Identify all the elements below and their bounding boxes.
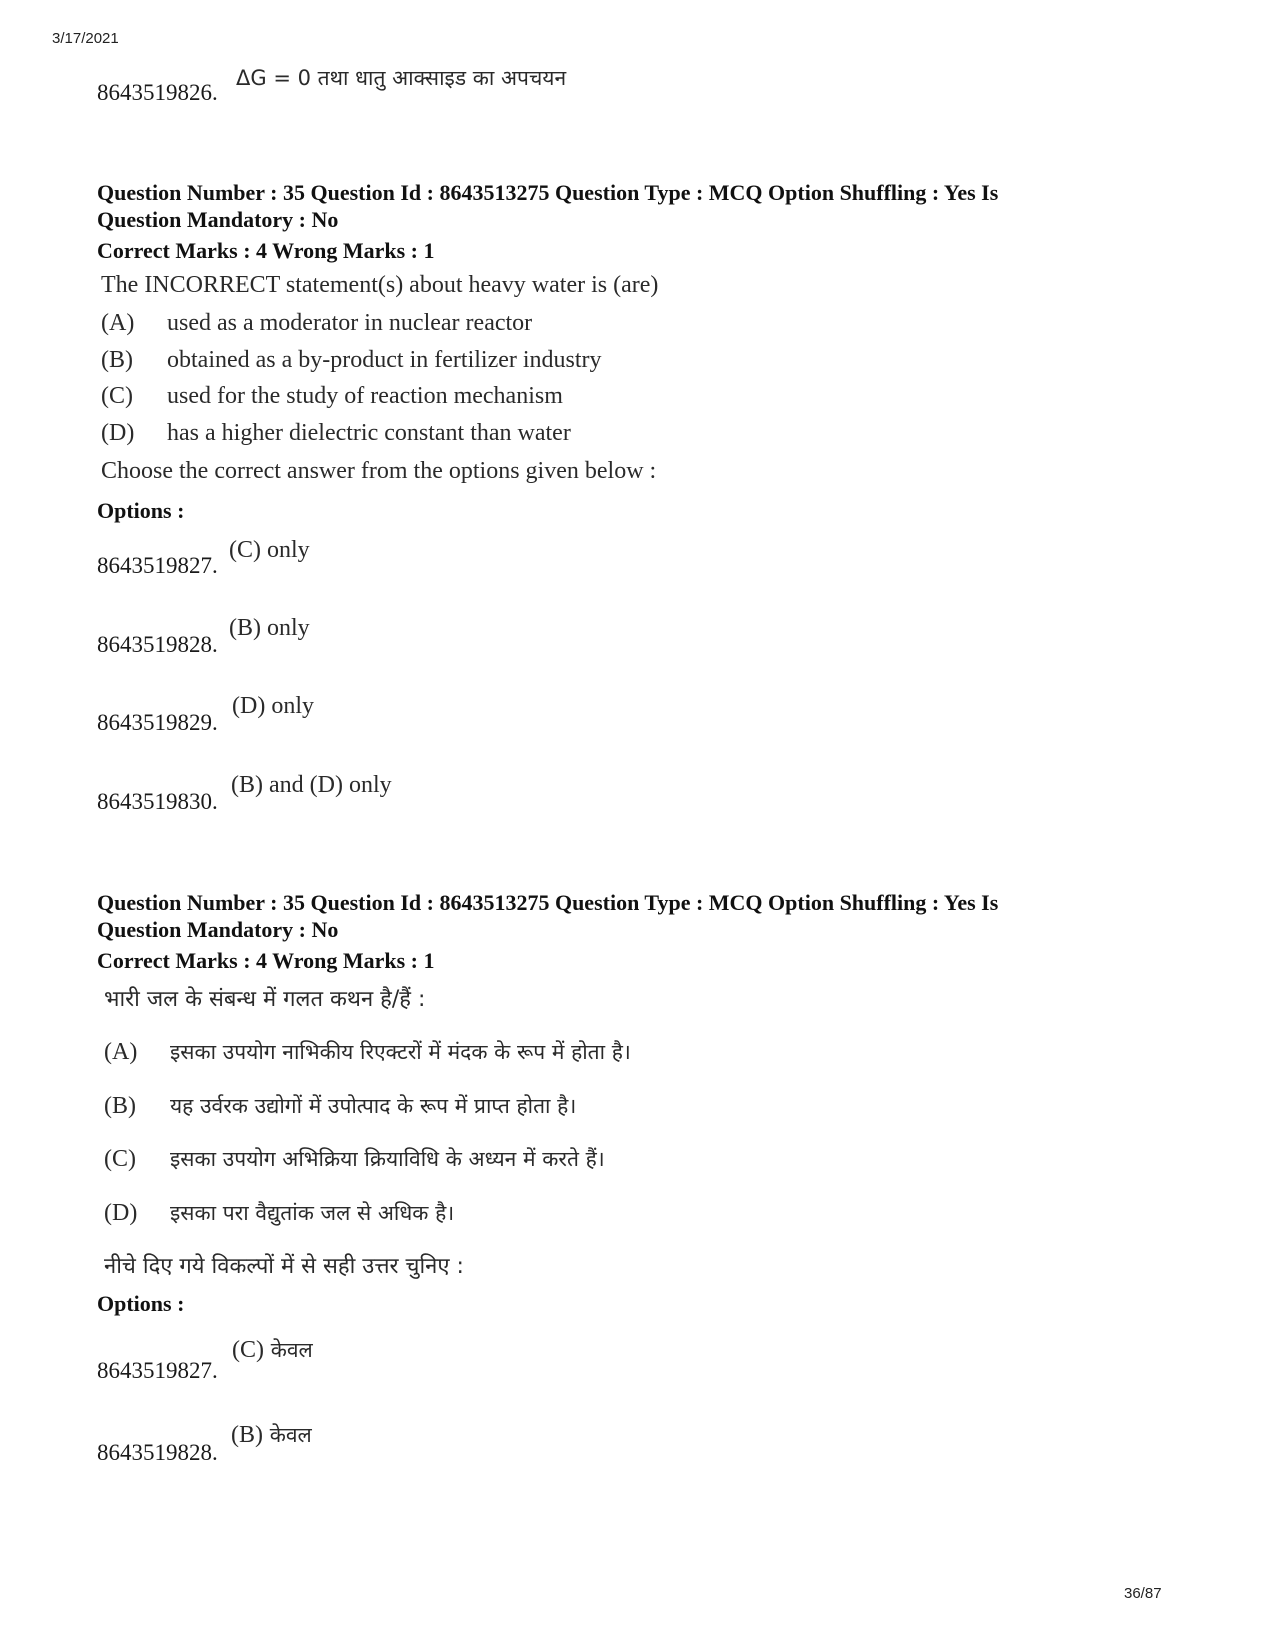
option-text: (D) only — [232, 693, 314, 719]
option-label: (B) — [231, 1422, 263, 1448]
question-stem: The INCORRECT statement(s) about heavy water is (are) — [101, 272, 659, 298]
option-id: 8643519828. — [97, 1440, 218, 1465]
statement-text: obtained as a by-product in fertilizer industry — [167, 347, 602, 373]
statement-text: इसका उपयोग अभिक्रिया क्रियाविधि के अध्यन में करते हैं। — [170, 1147, 605, 1171]
statement-item — [104, 1092, 576, 1120]
statement-label: (C) — [104, 1146, 136, 1172]
question-meta-line: Question Mandatory : No — [97, 917, 339, 942]
statement-text: यह उर्वरक उद्योगों में उपोत्पाद के रूप में प्राप्त होता है। — [170, 1094, 577, 1118]
question-meta — [97, 179, 998, 233]
marks-line: Correct Marks : 4 Wrong Marks : 1 — [97, 238, 435, 263]
statement-label: (C) — [101, 383, 133, 409]
statement-item — [104, 1038, 631, 1066]
instruction: नीचे दिए गये विकल्पों में से सही उत्तर चुनिए : — [104, 1254, 464, 1279]
statement-label: (B) — [101, 347, 133, 373]
question-meta-line: Question Number : 35 Question Id : 8643513275 Question Type : MCQ Option Shuffling : Yes Is — [97, 890, 999, 915]
print-date: 3/17/2021 — [52, 30, 119, 47]
page-number: 36/87 — [1124, 1585, 1162, 1602]
statement-label: (B) — [104, 1093, 136, 1119]
option-text: (B) and (D) only — [231, 772, 392, 798]
option-id: 8643519829. — [97, 710, 218, 735]
option-word: केवल — [269, 1423, 312, 1447]
statement-text: इसका उपयोग नाभिकीय रिएक्टरों में मंदक के रूप में होता है। — [170, 1040, 631, 1064]
option-id: 8643519828. — [97, 632, 218, 657]
option-text — [232, 1336, 313, 1364]
option-text: (B) only — [229, 615, 310, 641]
question-meta — [97, 889, 998, 943]
statement-label: (A) — [104, 1039, 138, 1065]
statement-text: used as a moderator in nuclear reactor — [167, 310, 533, 336]
option-text: ΔG = 0 तथा धातु आक्साइड का अपचयन — [236, 66, 567, 90]
options-label: Options : — [97, 1291, 185, 1316]
option-text — [231, 1421, 312, 1449]
option-id: 8643519826. — [97, 80, 218, 105]
instruction: Choose the correct answer from the options given below : — [101, 458, 657, 484]
option-word: केवल — [270, 1338, 313, 1362]
question-meta-line: Question Mandatory : No — [97, 207, 339, 232]
statement-item — [104, 1145, 605, 1173]
option-label: (C) — [232, 1337, 264, 1363]
option-id: 8643519827. — [97, 1358, 218, 1383]
options-label: Options : — [97, 498, 185, 523]
option-id: 8643519830. — [97, 789, 218, 814]
statement-text: इसका परा वैद्युतांक जल से अधिक है। — [170, 1201, 455, 1225]
option-text: (C) only — [229, 537, 310, 563]
option-id: 8643519827. — [97, 553, 218, 578]
question-meta-line: Question Number : 35 Question Id : 8643513275 Question Type : MCQ Option Shuffling : Yes Is — [97, 180, 999, 205]
statement-item — [101, 310, 532, 337]
statement-label: (A) — [101, 310, 135, 336]
statement-item — [101, 420, 571, 447]
statement-text: used for the study of reaction mechanism — [167, 383, 563, 409]
statement-item — [104, 1199, 454, 1227]
statement-item — [101, 383, 563, 410]
statement-item — [101, 347, 602, 374]
statement-label: (D) — [101, 420, 135, 446]
statement-label: (D) — [104, 1200, 138, 1226]
question-stem: भारी जल के संबन्ध में गलत कथन है/हैं : — [104, 987, 426, 1012]
marks-line: Correct Marks : 4 Wrong Marks : 1 — [97, 948, 435, 973]
statement-text: has a higher dielectric constant than water — [167, 420, 571, 446]
